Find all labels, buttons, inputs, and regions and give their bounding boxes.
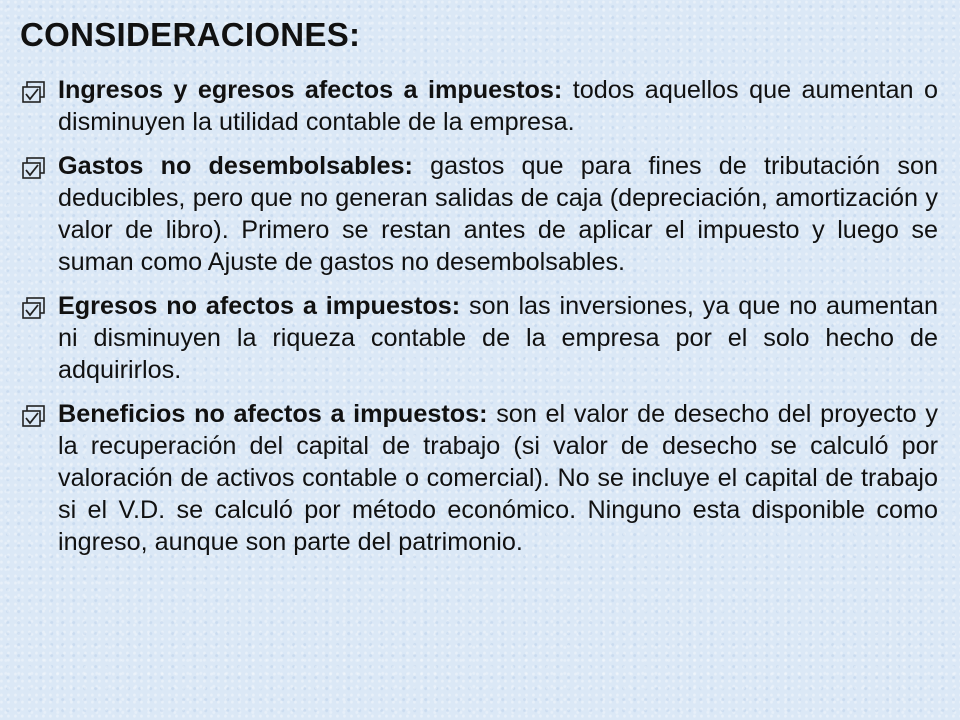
list-item-term: Ingresos y egresos afectos a impuestos:: [58, 76, 563, 104]
checkbox-bullet-icon: [20, 398, 58, 430]
list-item-description: son las inversiones, ya que no aumentan ni disminuyen la riqueza contable de la empresa por el solo hecho de adquirirlos.: [58, 292, 938, 384]
list-item-text: [58, 150, 938, 278]
list-item-term: Gastos no desembolsables:: [58, 152, 413, 180]
list-item-text: [58, 398, 938, 558]
list-item-term: Egresos no afectos a impuestos:: [58, 292, 461, 320]
slide-title: CONSIDERACIONES:: [20, 16, 361, 53]
list-item-term: Beneficios no afectos a impuestos:: [58, 400, 488, 428]
list-item: [20, 398, 938, 558]
checkbox-bullet-icon: [20, 290, 58, 322]
list-item-description: gastos que para fines de tributación son deducibles, pero que no generan salidas de caja (depreciación, amortización y valor de libro). Primero se restan antes de aplicar el impuesto y luego se suman como Ajuste de gastos no desembolsables.: [58, 152, 938, 276]
list-item: [20, 150, 938, 278]
list-item: [20, 290, 938, 386]
list-item-text: [58, 74, 938, 138]
list-item: [20, 74, 938, 138]
list-item-description: todos aquellos que aumentan o disminuyen la utilidad contable de la empresa.: [58, 76, 938, 136]
bullet-list: [20, 74, 938, 558]
list-item-description: son el valor de desecho del proyecto y la recuperación del capital de trabajo (si valor de desecho se calculó por valoración de activos contable o comercial). No se incluye el capital de trabajo si el V.D. se calculó por método económico. Ninguno esta disponible como ingreso, aunque son parte del patrimonio.: [58, 400, 938, 556]
checkbox-bullet-icon: [20, 150, 58, 182]
checkbox-bullet-icon: [20, 74, 58, 106]
list-item-text: [58, 290, 938, 386]
